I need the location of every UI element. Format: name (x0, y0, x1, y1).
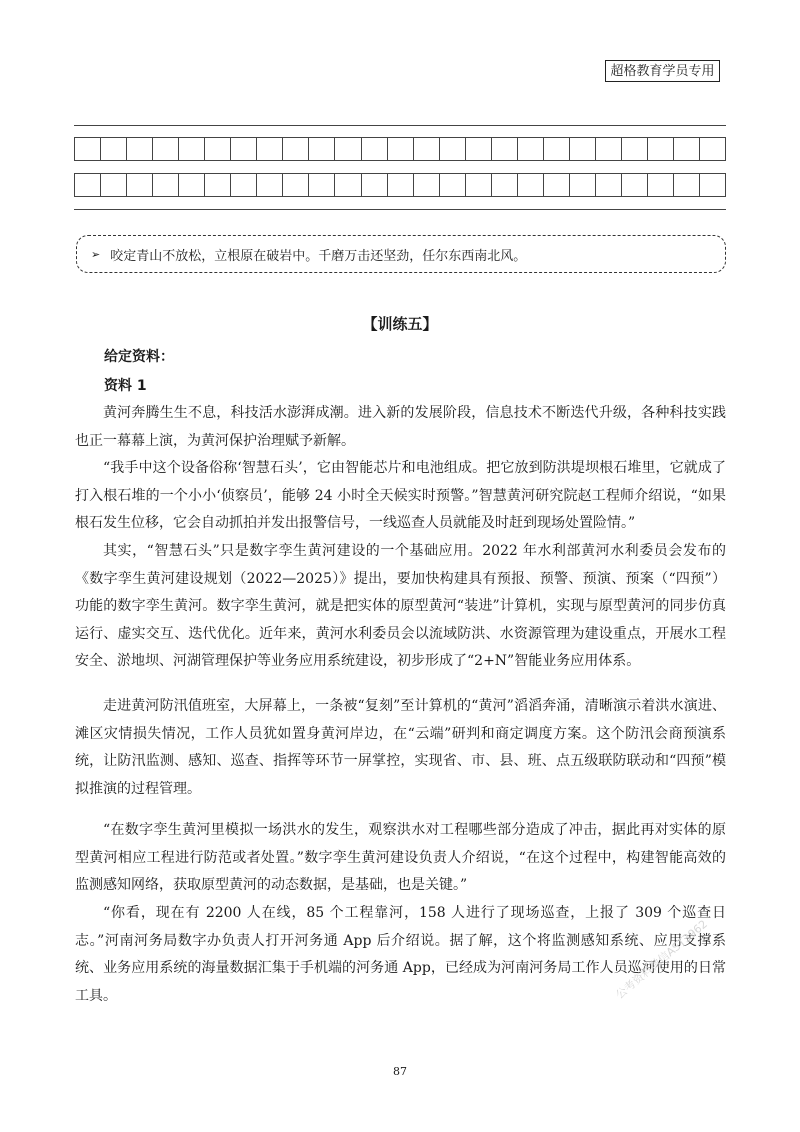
grid-cell (673, 137, 699, 161)
grid-cell (204, 173, 230, 197)
header-tag: 超格教育学员专用 (605, 60, 720, 82)
grid-cell (439, 173, 465, 197)
grid-cell (699, 173, 726, 197)
grid-cell (673, 173, 699, 197)
grid-cell (308, 173, 334, 197)
section-title: 【训练五】 (362, 315, 438, 333)
grid-cell (387, 173, 413, 197)
grid-cell (439, 137, 465, 161)
grid-cell (230, 173, 256, 197)
paragraph: 黄河奔腾生生不息，科技活水澎湃成潮。进入新的发展阶段，信息技术不断迭代升级，各种科技实践也正一幕幕上演，为黄河保护治理赋予新解。 (75, 405, 726, 449)
grid-cell (100, 137, 126, 161)
grid-cell (647, 137, 673, 161)
grid-cell (465, 137, 491, 161)
grid-cell (569, 173, 595, 197)
grid-cell (543, 173, 569, 197)
paragraph: “我手中这个设备俗称‘智慧石头’，它由智能芯片和电池组成。把它放到防洪堤坝根石堆里，它就成了打入根石堆的一个小小‘侦察员’，能够 24 小时全天候实时预警。”智慧黄河研究院赵工程师介绍说，“如果根石发生位移，它会自动抓拍并发出报警信号，一线巡查人员就能及时赶到现场处置险情。” (75, 460, 726, 531)
grid-cell (595, 173, 621, 197)
grid-cell (491, 173, 517, 197)
grid-cell (517, 137, 543, 161)
grid-cell (74, 173, 100, 197)
page-number: 87 (393, 1065, 407, 1078)
grid-cell (387, 137, 413, 161)
grid-cell (152, 137, 178, 161)
paragraph: “你看，现在有 2200 人在线，85 个工程靠河，158 人进行了现场巡查，上报了 309 个巡查日志。”河南河务局数字办负责人打开河务通 App 后介绍说。据了解，这个将监测感知系统、应用支撑系统、业务应用系统的海量数据汇集于手机端的河务通 App，已经成为河南河务局工作人员巡河使用的日常工具。 (75, 905, 726, 1004)
grid-cell (517, 173, 543, 197)
grid-cell (413, 137, 439, 161)
grid-cell (543, 137, 569, 161)
grid-cell (256, 137, 282, 161)
paragraph: 其实，“智慧石头”只是数字孪生黄河建设的一个基础应用。2022 年水利部黄河水利委员会发布的《数字孪生黄河建设规划（2022—2025）》提出，要加快构建具有预报、预警、预演、预案（“四预”）功能的数字孪生黄河。数字孪生黄河，就是把实体的原型黄河“装进”计算机，实现与原型黄河的同步仿真运行、虚实交互、迭代优化。近年来，黄河水利委员会以流域防洪、水资源管理为建设重点，开展水工程安全、淤地坝、河湖管理保护等业务应用系统建设，初步形成了“2+N”智能业务应用体系。 (75, 543, 726, 669)
paragraph: 走进黄河防汛值班室，大屏幕上，一条被“复刻”至计算机的“黄河”滔滔奔涌，清晰演示着洪水演进、滩区灾情损失情况，工作人员犹如置身黄河岸边，在“云端”研判和商定调度方案。这个防汛会商预演系统，让防汛监测、感知、巡查、指挥等环节一屏掌控，实现省、市、县、班、点五级联防联动和“四预”模拟推演的过程管理。 (75, 698, 726, 797)
grid-cell (126, 137, 152, 161)
grid-cell (491, 137, 517, 161)
grid-cell (178, 137, 204, 161)
grid-cell (569, 137, 595, 161)
grid-cell (308, 137, 334, 161)
grid-cell (361, 137, 387, 161)
grid-cell (100, 173, 126, 197)
grid-cell (152, 173, 178, 197)
grid-cell (621, 137, 647, 161)
grid-cell (361, 173, 387, 197)
paragraph: “在数字孪生黄河里模拟一场洪水的发生，观察洪水对工程哪些部分造成了冲击，据此再对实体的原型黄河相应工程进行防范或者处置。”数字孪生黄河建设负责人介绍说，“在这个过程中，构建智能高效的监测感知网络，获取原型黄河的动态数据，是基础，也是关键。” (75, 822, 726, 893)
grid-cell (647, 173, 673, 197)
given-materials-label: 给定资料： (104, 349, 174, 365)
grid-cell (74, 137, 100, 161)
grid-cell (204, 137, 230, 161)
motto-text: 咬定青山不放松，立根原在破岩中。千磨万击还坚劲，任尔东西南北风。 (110, 248, 527, 264)
material-1-label: 资料 1 (104, 378, 147, 394)
grid-cell (334, 173, 360, 197)
grid-cell (178, 173, 204, 197)
grid-cell (413, 173, 439, 197)
grid-cell (595, 137, 621, 161)
grid-cell (465, 173, 491, 197)
grid-cell (256, 173, 282, 197)
arrow-bullet-icon: ➢ (91, 247, 101, 261)
grid-cell (126, 173, 152, 197)
writing-grid-row (74, 173, 726, 197)
writing-grid-row (74, 137, 726, 161)
grid-cell (699, 137, 726, 161)
grid-cell (230, 137, 256, 161)
grid-cell (282, 137, 308, 161)
grid-cell (334, 137, 360, 161)
motto-box (76, 235, 726, 273)
watermark: 公考资料微信AST3962 (613, 917, 710, 1002)
grid-cell (621, 173, 647, 197)
grid-cell (282, 173, 308, 197)
